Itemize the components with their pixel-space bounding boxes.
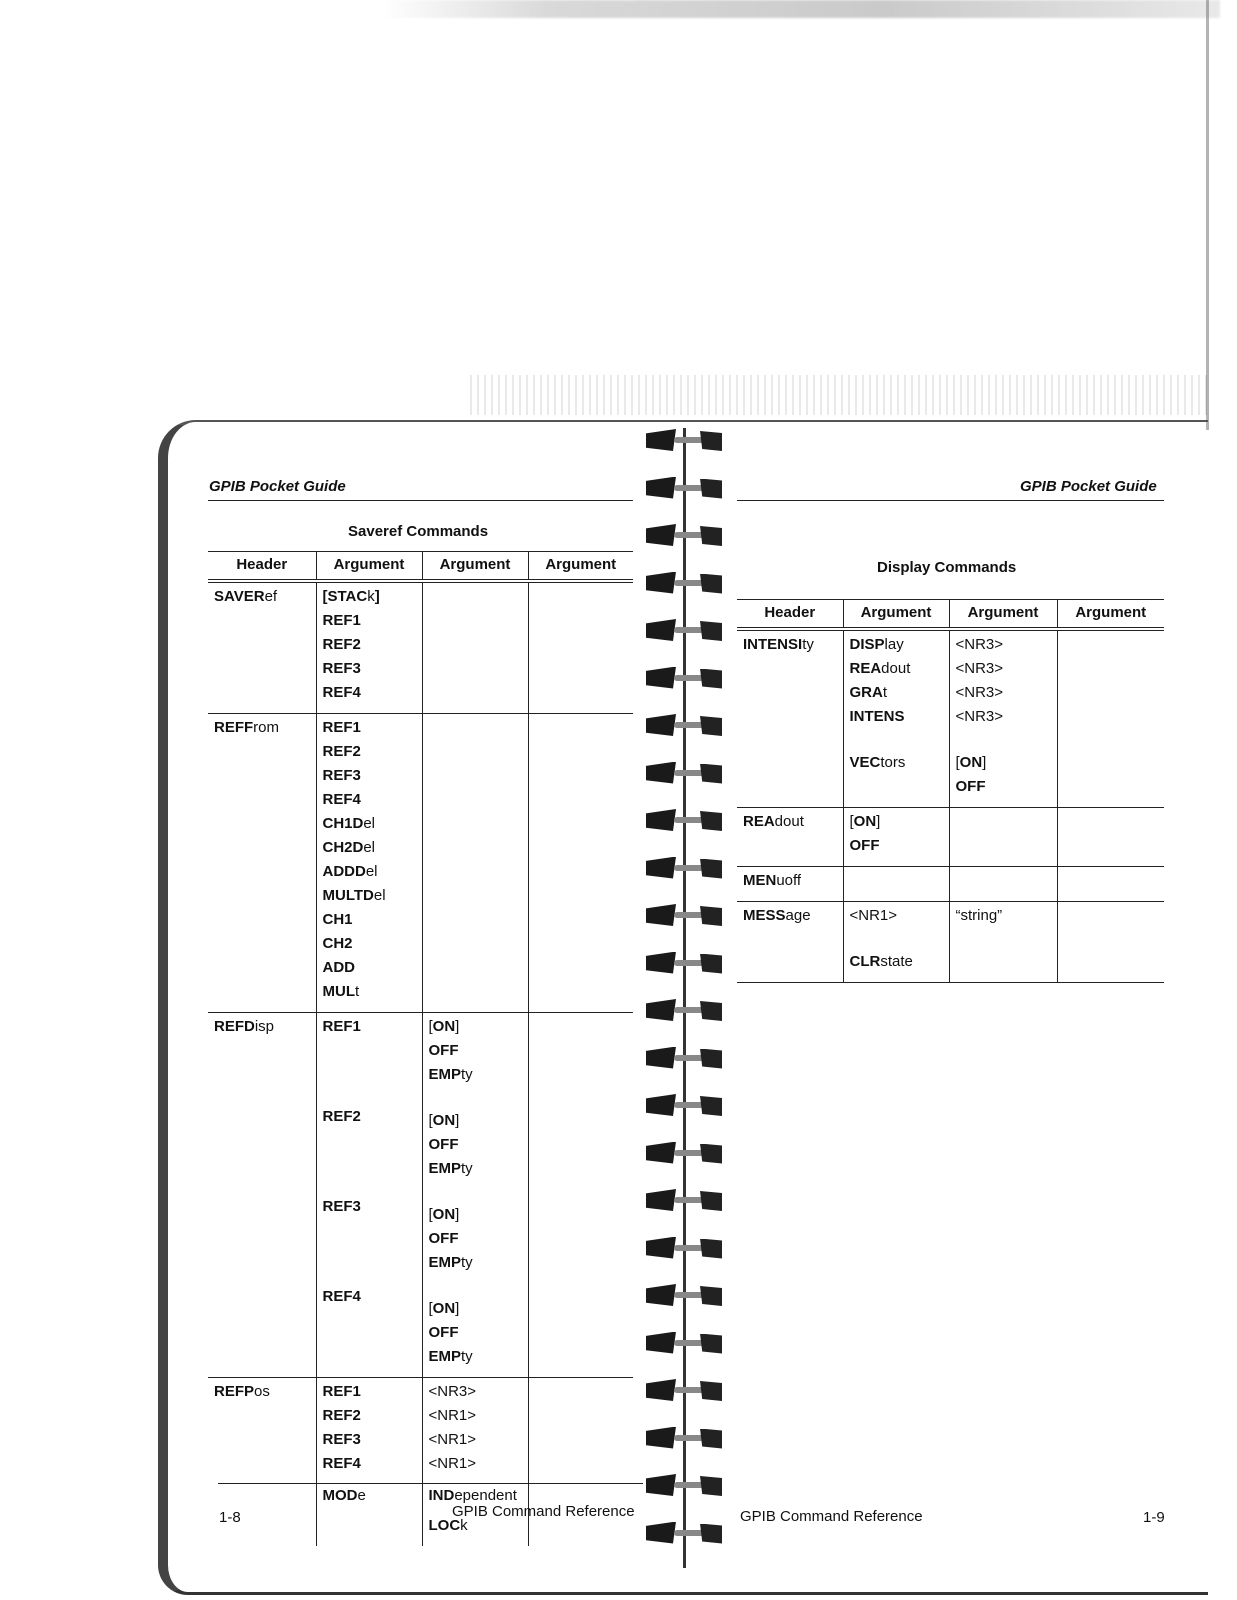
command-header: INTENSIty	[737, 629, 843, 808]
argument-cell	[422, 714, 528, 1013]
column-header: Argument	[1057, 600, 1164, 630]
binding-coil	[640, 1328, 730, 1360]
argument-cell	[1057, 902, 1164, 983]
argument-cell: [ON] OFF EMPty [ON] OFF EMPty [ON] OFF EMPty [ON] OFF EMPty	[422, 1013, 528, 1378]
left-footer-section: GPIB Command Reference	[452, 1503, 635, 1520]
command-header: REAdout	[737, 808, 843, 867]
argument-cell: “string”	[949, 902, 1057, 983]
argument-cell	[528, 581, 633, 714]
column-header: Header	[208, 552, 316, 582]
scan-shadow-top	[380, 0, 1220, 18]
binding-coil	[640, 1233, 730, 1265]
argument-cell	[528, 714, 633, 1013]
argument-cell: <NR3> <NR1> <NR1> <NR1> INDependent LOCk	[422, 1378, 528, 1547]
binding-coil	[640, 805, 730, 837]
scan-shadow-right	[1206, 0, 1209, 430]
binding-coil	[640, 1280, 730, 1312]
binding-coil	[640, 995, 730, 1027]
binding-coil	[640, 568, 730, 600]
binding-coil	[640, 473, 730, 505]
right-page-number: 1-9	[1143, 1509, 1165, 1526]
table-header-row	[737, 600, 1164, 630]
binding-coil	[640, 1043, 730, 1075]
command-header: MESSage	[737, 902, 843, 983]
argument-cell: REF1 REF2 REF3 REF4 MODe	[316, 1378, 422, 1547]
binding-coil	[640, 425, 730, 457]
table-row	[208, 1013, 633, 1378]
left-table-caption: Saveref Commands	[348, 523, 489, 540]
binding-coil	[640, 710, 730, 742]
argument-cell: DISPlay REAdout GRAt INTENS VECtors	[843, 629, 949, 808]
binding-coil	[640, 1375, 730, 1407]
argument-cell: REF1 REF2 REF3 REF4 CH1Del CH2Del ADDDel MULTDel CH1 CH2 ADD MULt	[316, 714, 422, 1013]
left-header-rule	[208, 500, 633, 501]
column-header: Argument	[843, 600, 949, 630]
column-header: Argument	[528, 552, 633, 582]
binding-coil	[640, 615, 730, 647]
binding-coil	[640, 1138, 730, 1170]
right-footer-section: GPIB Command Reference	[740, 1508, 923, 1525]
right-running-header: GPIB Pocket Guide	[1020, 478, 1157, 495]
argument-cell: <NR3> <NR3> <NR3> <NR3> [ON] OFF	[949, 629, 1057, 808]
table-row	[208, 581, 633, 714]
binding-coil	[640, 520, 730, 552]
binding-coil	[640, 948, 730, 980]
binding-coil	[640, 663, 730, 695]
table-row	[208, 1378, 633, 1547]
command-header: MENuoff	[737, 867, 843, 902]
saveref-commands-table	[208, 551, 633, 1546]
argument-cell: [ON] OFF	[843, 808, 949, 867]
argument-cell	[949, 867, 1057, 902]
binding-coil	[640, 1470, 730, 1502]
binding-coil	[640, 853, 730, 885]
display-commands-table	[737, 599, 1164, 983]
argument-cell	[1057, 867, 1164, 902]
column-header: Argument	[316, 552, 422, 582]
table-row	[208, 714, 633, 1013]
binding-coil	[640, 1423, 730, 1455]
argument-cell	[843, 867, 949, 902]
binding-coil	[640, 1185, 730, 1217]
binding-coil	[640, 1518, 730, 1550]
argument-cell: REF1 REF2 REF3 REF4	[316, 1013, 422, 1378]
binding-coil	[640, 1090, 730, 1122]
table-header-row	[208, 552, 633, 582]
spiral-binding	[640, 425, 730, 1565]
column-header: Argument	[422, 552, 528, 582]
command-header: SAVERef	[208, 581, 316, 714]
argument-cell	[528, 1378, 633, 1547]
scan-noise-band	[470, 375, 1210, 415]
command-header: REFDisp	[208, 1013, 316, 1378]
argument-cell: <NR1> CLRstate	[843, 902, 949, 983]
command-header: REFFrom	[208, 714, 316, 1013]
column-header: Header	[737, 600, 843, 630]
argument-cell	[528, 1013, 633, 1378]
right-table-caption: Display Commands	[877, 559, 1017, 576]
argument-cell: [STACk] REF1 REF2 REF3 REF4	[316, 581, 422, 714]
table-row	[737, 867, 1164, 902]
argument-cell	[1057, 808, 1164, 867]
left-table-bottom-rule	[218, 1483, 643, 1484]
column-header: Argument	[949, 600, 1057, 630]
table-row	[737, 808, 1164, 867]
left-page-number: 1-8	[219, 1509, 241, 1526]
binding-coil	[640, 758, 730, 790]
table-row	[737, 902, 1164, 983]
binding-coil	[640, 900, 730, 932]
left-running-header: GPIB Pocket Guide	[209, 478, 346, 495]
table-row	[737, 629, 1164, 808]
right-header-rule	[737, 500, 1164, 501]
argument-cell	[949, 808, 1057, 867]
argument-cell	[1057, 629, 1164, 808]
argument-cell	[422, 581, 528, 714]
command-header: REFPos	[214, 1383, 270, 1400]
